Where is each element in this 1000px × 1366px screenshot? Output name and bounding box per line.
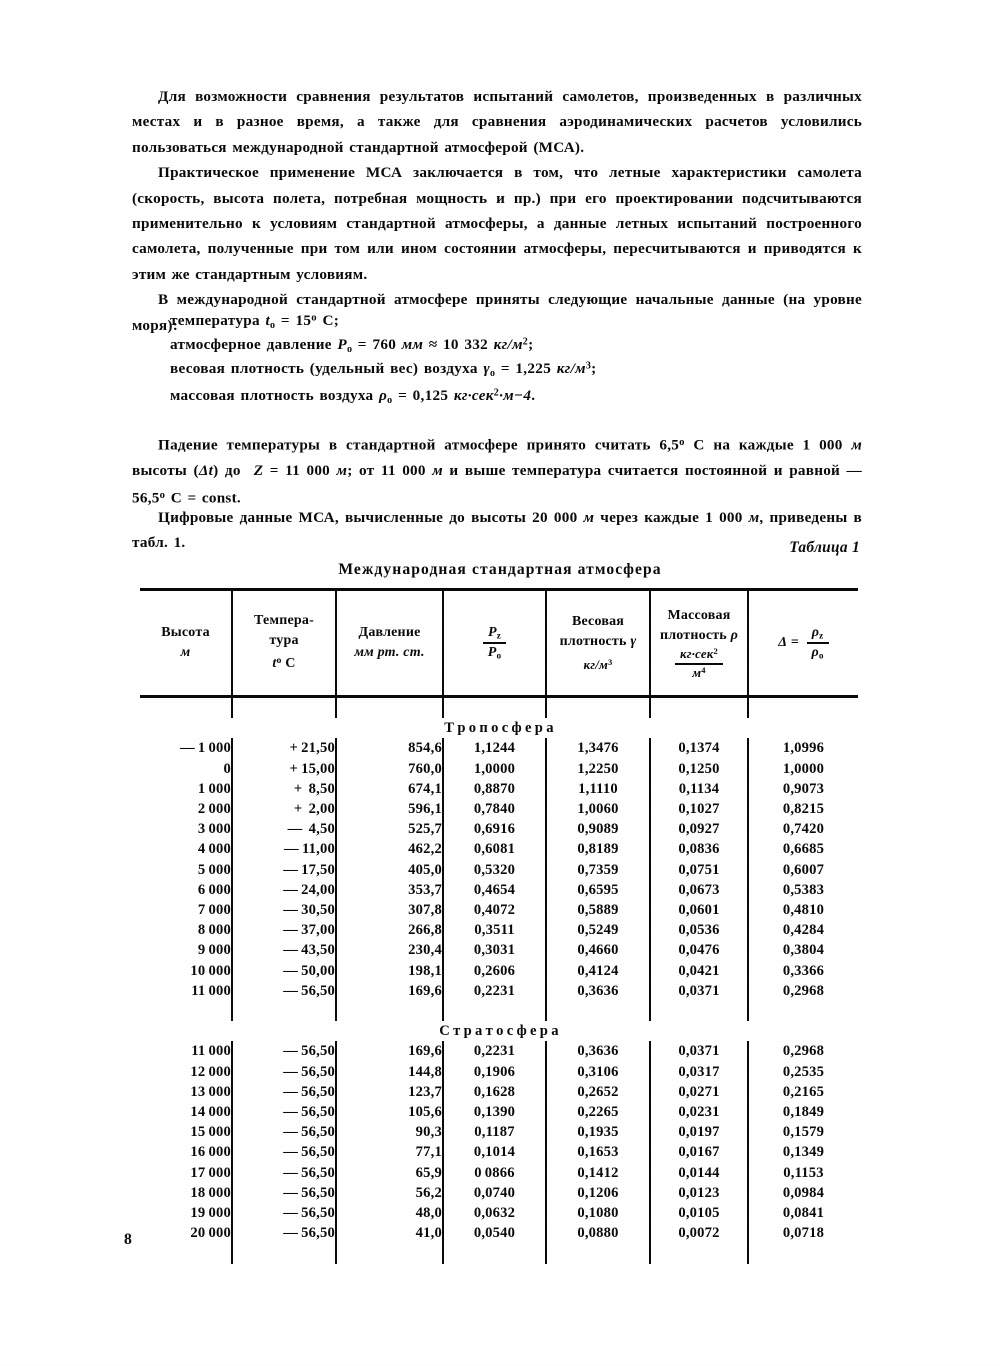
table-cell: 0,3031 [443,940,546,960]
table-cell: 0,1374 [650,738,748,758]
table-cell: 0,8870 [443,779,546,799]
table-cell: 0,0540 [443,1223,546,1243]
table-cell: 0,1849 [748,1102,858,1122]
table-cell: 0,2535 [748,1062,858,1082]
table-cell: 0,0673 [650,880,748,900]
table-row [140,799,858,819]
table-cell: 144,8 [336,1062,443,1082]
table-cell: 0,0751 [650,860,748,880]
table-cell: 12 000 [190,1063,231,1080]
table-cell: 1,0000 [443,759,546,779]
table-cell: 0,0371 [650,1041,748,1061]
table-cell: — 56,50 [232,1183,336,1203]
table-cell: 7 000 [197,902,231,919]
table-row [140,920,858,940]
table-cell: 20 000 [190,1225,231,1242]
row-spacer [140,698,858,718]
table-cell: 1,1110 [546,779,650,799]
table-row [140,759,858,779]
table-cell: 0,1250 [650,759,748,779]
table-cell: 405,0 [336,860,443,880]
table-reference-block [132,505,862,556]
table-cell: 525,7 [336,819,443,839]
table-cell: — 17,50 [232,860,336,880]
table-cell: 0,0632 [443,1203,546,1223]
table-cell: — 50,00 [232,961,336,981]
table-cell: 0,0072 [650,1223,748,1243]
table-cell: 0,6685 [748,839,858,859]
temperature-lapse-block [132,430,862,511]
table-cell: 0,3366 [748,961,858,981]
table-cell: 0,3636 [546,1041,650,1061]
table-cell: 65,9 [336,1163,443,1183]
table-head [140,591,858,695]
table-cell: 1,3476 [546,738,650,758]
table-cell: 1,0000 [748,759,858,779]
table-cell: 0,0105 [650,1203,748,1223]
table-row [140,860,858,880]
table-cell: 0,6081 [443,839,546,859]
table-cell: 0,2968 [748,981,858,1001]
table-cell: 0,4284 [748,920,858,940]
table-cell: 0,0371 [650,981,748,1001]
table-cell: 0,5889 [546,900,650,920]
condition-mass-density: массовая плотность воздуха $\rho_o = 0,125$ кг·сек$^2$·м−4. [170,387,536,407]
intro-text-block [132,84,862,338]
table-cell: — 56,50 [232,1142,336,1162]
table-cell: 0,0740 [443,1183,546,1203]
table-cell: 0,6007 [748,860,858,880]
table-cell: 0,0231 [650,1102,748,1122]
table-cell: — 56,50 [232,1163,336,1183]
table-cell: 353,7 [336,880,443,900]
table-cell: 1 000 [197,780,231,797]
table-row [140,1163,858,1183]
table-cell: 854,6 [336,738,443,758]
header-pressure: Давление мм рт. ст. [336,591,443,695]
row-spacer [140,1001,858,1021]
section-heading-row [140,718,858,738]
table-cell: — 43,50 [232,940,336,960]
table-body [140,698,858,1264]
page-number: 8 [124,1231,132,1248]
table-cell: 596,1 [336,799,443,819]
table-cell: 8 000 [197,922,231,939]
header-mass-density: Массовая плотность ρ $\frac{кг\cdot сек^2}{м^4}$ [650,591,748,695]
header-altitude: Высота м [161,625,210,660]
table-cell: 6 000 [197,881,231,898]
table-cell: 18 000 [190,1184,231,1201]
table-cell: — 37,00 [232,920,336,940]
paragraph-1: Для возможности сравнения результатов испытаний самолетов, произведенных в различных местах и в разное время, а также для сравнения аэродинамических расчетов условились пользоваться международной стандартной атмосферой (МСА). [132,88,862,156]
table-row [140,1223,858,1243]
table-row [140,981,858,1001]
table-cell: 0,0927 [650,819,748,839]
table-cell: 15 000 [190,1124,231,1141]
table-row [140,1082,858,1102]
header-pressure-ratio: $\frac{P_z}{P_o}$ [443,591,546,695]
table-cell: 0,6916 [443,819,546,839]
table-cell: — 56,50 [232,1122,336,1142]
table-cell: 19 000 [190,1205,231,1222]
table-cell: 0,9073 [748,779,858,799]
table-cell: 0,3511 [443,920,546,940]
table-cell: 0,3636 [546,981,650,1001]
table-cell: 0,0536 [650,920,748,940]
table-cell: 0,8215 [748,799,858,819]
paragraph-4: Падение температуры в стандартной атмосфере принято считать 6,5$^o$ С на каждые 1 000 м высоты (Δt) до Z = 11 000 м; от 11 000 м и выше температура считается постоянной и равной —56,5$^o$ С = const. [132,436,862,507]
table-cell: 14 000 [190,1104,231,1121]
table-row [140,1203,858,1223]
table-cell: 0,7359 [546,860,650,880]
table-cell: + 15,00 [232,759,336,779]
table-cell: 0 [223,760,231,777]
table-cell: 0,1349 [748,1142,858,1162]
section-heading: Т р о п о с ф е р а [444,720,554,737]
table-row [140,1062,858,1082]
table-row [140,1122,858,1142]
table-cell: 123,7 [336,1082,443,1102]
table-row [140,819,858,839]
table-cell: 0,2265 [546,1102,650,1122]
table-row [140,880,858,900]
table-cell: 13 000 [190,1083,231,1100]
table-cell: 0,0144 [650,1163,748,1183]
table-cell: 0,1412 [546,1163,650,1183]
table-cell: 0 0866 [443,1163,546,1183]
table-row [140,961,858,981]
table-cell: 0,0476 [650,940,748,960]
table-cell: 1,0996 [748,738,858,758]
paragraph-3: В международной стандартной атмосфере приняты следующие начальные данные (на уровне моря): [132,291,862,334]
table-cell: — 56,50 [232,981,336,1001]
table-row [140,1041,858,1061]
header-row [140,591,858,695]
table-cell: 0,1628 [443,1082,546,1102]
table-cell: 0,2231 [443,981,546,1001]
table-cell: 0,5249 [546,920,650,940]
table-cell: 1,1244 [443,738,546,758]
table-cell: 105,6 [336,1102,443,1122]
table-label: Таблица 1 [789,539,860,556]
table-cell: — 4,50 [232,819,336,839]
table-cell: 0,4654 [443,880,546,900]
table-cell: 90,3 [336,1122,443,1142]
table-cell: 0,0880 [546,1223,650,1243]
table-cell: 0,5320 [443,860,546,880]
table-cell: 0,1935 [546,1122,650,1142]
table-cell: — 56,50 [232,1062,336,1082]
table-cell: 0,0836 [650,839,748,859]
table-cell: 3 000 [197,821,231,838]
table-cell: 0,4810 [748,900,858,920]
table-cell: — 56,50 [232,1223,336,1243]
table-cell: 0,3804 [748,940,858,960]
initial-conditions-list [170,312,870,411]
table-cell: 0,0421 [650,961,748,981]
table-cell: 230,4 [336,940,443,960]
table-cell: — 56,50 [232,1102,336,1122]
table-title: Международная стандартная атмосфера [338,561,662,578]
table-cell: 48,0 [336,1203,443,1223]
table-cell: 307,8 [336,900,443,920]
section-heading: С т р а т о с ф е р а [439,1023,559,1040]
table-cell: 0,2968 [748,1041,858,1061]
table-cell: 0,1153 [748,1163,858,1183]
table-row [140,940,858,960]
table-cell: — 30,50 [232,900,336,920]
table-cell: — 1 000 [179,740,231,757]
table-cell: 10 000 [190,962,231,979]
table-cell: 0,1906 [443,1062,546,1082]
condition-weight-density: весовая плотность (удельный вес) воздуха $\gamma_o = 1,225$ $кг/м^3$; [170,359,597,379]
table-cell: 0,8189 [546,839,650,859]
table-cell: 0,6595 [546,880,650,900]
table-cell: 0,7420 [748,819,858,839]
table-cell: 198,1 [336,961,443,981]
table-cell: 0,1134 [650,779,748,799]
table-cell: 16 000 [190,1144,231,1161]
table-row [140,1102,858,1122]
table-cell: 77,1 [336,1142,443,1162]
table-cell: 0,1080 [546,1203,650,1223]
table-cell: 0,0167 [650,1142,748,1162]
table-cell: 17 000 [190,1164,231,1181]
msa-table [140,591,858,695]
table-cell: 0,0123 [650,1183,748,1203]
table-cell: 0,0197 [650,1122,748,1142]
table-cell: 5 000 [197,861,231,878]
table-cell: 266,8 [336,920,443,940]
condition-pressure: атмосферное давление $P_o = 760$ мм ≈ 10 332 $кг/м^2$; [170,335,534,355]
table-cell: 0,1027 [650,799,748,819]
table-cell: — 56,50 [232,1041,336,1061]
table-cell: 0,5383 [748,880,858,900]
msa-table-body [140,698,858,1264]
row-spacer [140,1243,858,1263]
table-cell: 0,4660 [546,940,650,960]
table-cell: 0,2165 [748,1082,858,1102]
section-heading-row [140,1021,858,1041]
table-cell: 0,0984 [748,1183,858,1203]
msa-table-wrapper [140,588,858,1264]
table-cell: 56,2 [336,1183,443,1203]
paragraph-2: Практическое применение МСА заключается в том, что летные характеристики самолета (скорость, высота полета, потребная мощность и пр.) при его проектировании подсчитываются применительно к условиям стандартной атмосферы, а данные летных испытаний построенного самолета, полученные при том или ином состоянии атмосферы, пересчитываются и приводятся к этим же стандартным условиям. [132,164,862,283]
table-cell: 0,0601 [650,900,748,920]
table-row [140,839,858,859]
table-row [140,779,858,799]
table-cell: 0,1579 [748,1122,858,1142]
table-cell: — 56,50 [232,1082,336,1102]
table-cell: 41,0 [336,1223,443,1243]
table-cell: — 11,00 [232,839,336,859]
paragraph-5: Цифровые данные МСА, вычисленные до высоты 20 000 м через каждые 1 000 м, приведены в табл. 1. [132,509,862,552]
table-cell: + 8,50 [232,779,336,799]
table-cell: 0,4072 [443,900,546,920]
table-cell: 0,2231 [443,1041,546,1061]
table-cell: 0,0317 [650,1062,748,1082]
table-cell: 0,2652 [546,1082,650,1102]
table-cell: 0,0841 [748,1203,858,1223]
table-cell: 0,4124 [546,961,650,981]
table-cell: 0,9089 [546,819,650,839]
table-cell: 0,2606 [443,961,546,981]
table-cell: 169,6 [336,1041,443,1061]
table-cell: 169,6 [336,981,443,1001]
header-weight-density: Весовая плотность γ $кг/м^3$ [546,591,650,695]
table-cell: 1,0060 [546,799,650,819]
table-cell: 0,1653 [546,1142,650,1162]
table-cell: 11 000 [191,1043,231,1060]
table-cell: 0,1206 [546,1183,650,1203]
table-cell: 760,0 [336,759,443,779]
table-cell: 0,1390 [443,1102,546,1122]
table-cell: 462,2 [336,839,443,859]
table-cell: 9 000 [197,942,231,959]
table-cell: 0,3106 [546,1062,650,1082]
table-cell: 0,0718 [748,1223,858,1243]
table-cell: 0,1014 [443,1142,546,1162]
table-cell: — 24,00 [232,880,336,900]
table-cell: 11 000 [191,982,231,999]
table-cell: 4 000 [197,841,231,858]
table-cell: + 21,50 [232,738,336,758]
table-cell: 0,0271 [650,1082,748,1102]
table-cell: 674,1 [336,779,443,799]
table-row [140,1142,858,1162]
header-temperature: Темпера- тура $t^o$ С [232,591,336,695]
table-row [140,738,858,758]
header-density-ratio: Δ = $\frac{\rho_z}{\rho_o}$ [748,591,858,695]
condition-temperature: температура $t_o = 15^o$ С; [170,312,340,331]
table-cell: + 2,00 [232,799,336,819]
table-cell: 0,1187 [443,1122,546,1142]
table-cell: 0,7840 [443,799,546,819]
table-cell: 2 000 [197,801,231,817]
table-cell: 1,2250 [546,759,650,779]
table-cell: — 56,50 [232,1203,336,1223]
table-row [140,1183,858,1203]
table-row [140,900,858,920]
